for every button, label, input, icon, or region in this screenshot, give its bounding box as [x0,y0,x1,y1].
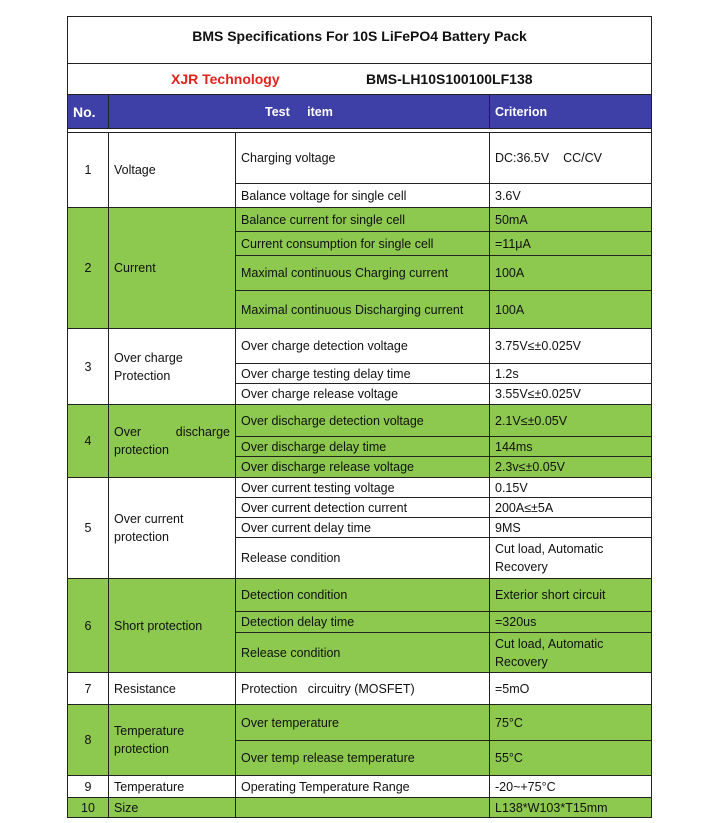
brand-row [68,64,652,95]
criterion-value: 0.15V [490,478,652,498]
criterion-value: Cut load, Automatic Recovery [490,633,652,673]
group-name: Over charge Protection [109,329,236,405]
criterion-value: 9MS [490,518,652,538]
table-row [68,478,652,498]
header-no: No. [68,95,109,129]
table-row [68,405,652,437]
criterion-value: 1.2s [490,364,652,384]
company-name: XJR Technology [171,71,280,87]
criterion-value: 3.6V [490,184,652,208]
test-item [236,798,490,818]
group-name: Over discharge protection [109,405,236,478]
row-number: 3 [68,329,109,405]
test-item: Release condition [236,633,490,673]
criterion-value: L138*W103*T15mm [490,798,652,818]
table-row [68,579,652,612]
group-name: Short protection [109,579,236,673]
row-number: 10 [68,798,109,818]
test-item: Over discharge release voltage [236,457,490,478]
table-row [68,798,652,818]
row-number: 5 [68,478,109,579]
group-name: Temperature protection [109,705,236,776]
test-item: Protection circuitry (MOSFET) [236,673,490,705]
test-item: Maximal continuous Charging current [236,256,490,291]
criterion-value: 50mA [490,208,652,232]
criterion-value: -20~+75°C [490,776,652,798]
group-name: Temperature [109,776,236,798]
test-item: Detection condition [236,579,490,612]
group-name: Voltage [109,133,236,208]
group-name: Over current protection [109,478,236,579]
criterion-value: 200A≤±5A [490,498,652,518]
criterion-value: 3.55V≤±0.025V [490,384,652,405]
test-item: Over temp release temperature [236,741,490,776]
row-number: 8 [68,705,109,776]
criterion-value: 100A [490,256,652,291]
test-item: Balance voltage for single cell [236,184,490,208]
criterion-value: 2.3v≤±0.05V [490,457,652,478]
table-row [68,208,652,232]
criterion-value: DC:36.5V CC/CV [490,133,652,184]
table-row [68,329,652,364]
test-item: Balance current for single cell [236,208,490,232]
test-item: Over charge testing delay time [236,364,490,384]
test-item: Over discharge delay time [236,437,490,457]
group-name: Resistance [109,673,236,705]
test-item: Over current detection current [236,498,490,518]
test-item: Over discharge detection voltage [236,405,490,437]
row-number: 1 [68,133,109,208]
criterion-value: Exterior short circuit [490,579,652,612]
table-row [68,705,652,741]
row-number: 4 [68,405,109,478]
criterion-value: =5mO [490,673,652,705]
test-item: Detection delay time [236,612,490,633]
criterion-value: Cut load, Automatic Recovery [490,538,652,579]
row-number: 9 [68,776,109,798]
row-number: 6 [68,579,109,673]
header-test-item: Test item [109,95,490,129]
test-item: Over temperature [236,705,490,741]
test-item: Maximal continuous Discharging current [236,291,490,329]
test-item: Over charge detection voltage [236,329,490,364]
test-item: Over current testing voltage [236,478,490,498]
row-number: 2 [68,208,109,329]
test-item: Charging voltage [236,133,490,184]
test-item: Current consumption for single cell [236,232,490,256]
model-number: BMS-LH10S100100LF138 [366,71,533,87]
group-name: Size [109,798,236,818]
header-row [68,95,652,129]
criterion-value: =320us [490,612,652,633]
criterion-value: 75°C [490,705,652,741]
criterion-value: 55°C [490,741,652,776]
test-item: Over current delay time [236,518,490,538]
criterion-value: 144ms [490,437,652,457]
test-item: Release condition [236,538,490,579]
page-title: BMS Specifications For 10S LiFePO4 Battery Pack [68,17,652,64]
table-row [68,673,652,705]
table-row [68,776,652,798]
criterion-value: 100A [490,291,652,329]
table-row [68,133,652,184]
criterion-value: =11μA [490,232,652,256]
test-item: Operating Temperature Range [236,776,490,798]
group-name: Current [109,208,236,329]
spec-table [67,16,652,818]
row-number: 7 [68,673,109,705]
test-item: Over charge release voltage [236,384,490,405]
criterion-value: 3.75V≤±0.025V [490,329,652,364]
header-criterion: Criterion [490,95,652,129]
criterion-value: 2.1V≤±0.05V [490,405,652,437]
